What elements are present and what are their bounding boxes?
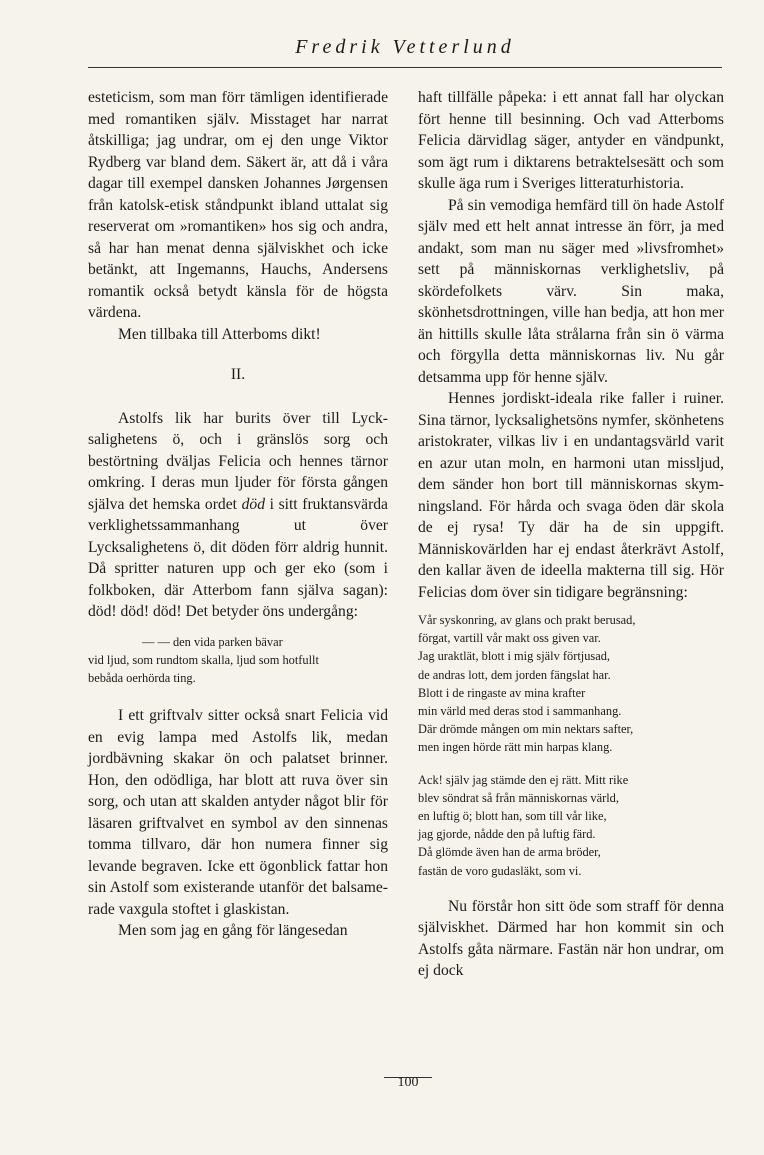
poem-line: Vår syskonring, av glans och prakt berusad,: [418, 613, 636, 627]
poem-line: men ingen hörde rätt min harpas klang.: [418, 740, 613, 755]
paragraph: esteticism, som man förr tämligen identifierade med romantiken själv. Misstaget har narrat åtskilliga; jag undrar, om ej den unge Viktor Rydberg var bland dem. Säkert är, att då i våra dagar till exempel dansken Johannes Jørgensen från katolsk-etisk ståndpunkt ibland uttalat sig reserverat om »romantiken» hos sig och andra, så har han menat denna själviskhet och icke betänkt, att Ingemanns, Hauchs, Andersens romantik också betydt känsla för de högsta värdena.: [88, 89, 388, 321]
poem-line: förgat, vartill vår makt oss given var.: [418, 631, 601, 646]
poem-line: blev söndrat så från människornas värld,: [418, 790, 619, 805]
poem-line: Blott i de ringaste av mina krafter: [418, 685, 586, 700]
poem-line: Då glömde även han de arma bröder,: [418, 845, 601, 860]
poem-line: en luftig ö; blott han, som till vår like,: [418, 809, 607, 824]
poem-line: Ack! själv jag stämde den ej rätt. Mitt rike: [418, 772, 629, 787]
page-number: 100: [397, 1075, 419, 1090]
poem-line: min värld med deras stod i sammanhang.: [418, 704, 622, 719]
poem-line: de andras lott, dem jorden fängslat har.: [418, 667, 611, 682]
poem-line: fastän de voro gudasläkt, som vi.: [418, 863, 582, 878]
paragraph: Nu förstår hon sitt öde som straff för denna själviskhet. Därmed har hon kommit sin och Astolfs gåta närmare. Fastän när hon undrar, om ej dock: [418, 897, 724, 980]
paragraph: Hennes jordiskt-ideala rike faller i ruiner. Sina tärnor, lycksalighetsöns nymfer, skönhetens aristokrater, vilkas liv i en undantagsvärld varit en azur utan moln, en harmoni utan missljud, dem sänder hon bort till människornas skymningsland. För hårda och svaga öden där skola de ej rysa! Ty där ha de sin uppgift. Människovärlden har ej endast återkrävt Astolf, den kallar även de ideella makterna till sig. Hör Felicias dom över sin tidigare begränsning:: [418, 390, 724, 601]
poem-line: Där drömde mången om min nektars safter,: [418, 722, 634, 737]
paragraph: På sin vemodiga hemfärd till ön hade Astolf själv med ett helt annat intresse än förr, ja med andakt, som man nu säger med »livsfromhet» sett på människornas verklighetsliv, på skördefolkets värv. Sin maka, skönhetsdrottningen, ville han bedja, att hon mer än hittills skulle låta strålarna från sin ö värma och förgylla detta människornas liv. Nu går detsamma upp för henne själv.: [418, 196, 724, 386]
paragraph: I ett griftvalv sitter också snart Felicia vid en evig lampa med Astolfs lik, medan jordbävning skakar ön och palatset brinner. Hon, den odödliga, har blott att ruva över sin sorg, och utan att skalden antyder något blir för läsaren griftvalvet en symbol av den sinnenas tomma tillvaro, där hon numera finner sig levande begraven. Icke ett ögonblick fattar hon sin Astolf som existerande utanför det balsamerade vaxgula stoftet i glaskistan.: [88, 707, 388, 918]
section-heading: II.: [230, 366, 246, 383]
paragraph: Men som jag en gång för längesedan: [118, 922, 348, 940]
poem-line: Jag uraktlät, blott i mig själv förtjusad,: [418, 649, 611, 664]
paragraph: haft tillfälle påpeka: i ett annat fall har olyckan fört henne till besinning. Och vad Atterboms Felicia därvidlag säger, antyder en vändpunkt, som ägt rum i diktarens betraktelsesätt och som skulle äga rum i Sveriges litteraturhistoria.: [418, 89, 724, 192]
left-column: [88, 87, 388, 942]
header-rule: [88, 67, 722, 68]
poem-quote: [418, 611, 724, 880]
paragraph: Astolfs lik har burits över till Lycksalighetens ö, och i gränslös sorg och bestörtning dväljas Felicia och hennes tärnor omkring. I deras mun ljuder för första gången själva det hemska ordet död i sitt fruktansvärda verklighetssammanhang ut över Lycksalighetens ö, dit döden förr aldrig hunnit. Då spritter naturen upp och ger eko (som i folkboken, där Atterbom fann själva sagan): död! död! död! Det betyder öns undergång:: [88, 409, 388, 620]
poem-line: — — den vida parken bävar: [142, 634, 283, 649]
poem-line: bebåda oerhörda ting.: [88, 670, 196, 685]
poem-line: jag gjorde, nådde den på luftig färd.: [418, 827, 596, 842]
emphasis: död: [241, 495, 265, 513]
poem-quote: [88, 633, 388, 688]
poem-line: vid ljud, som rundtom skalla, ljud som hotfullt: [88, 652, 319, 667]
paragraph: Men tillbaka till Atterboms dikt!: [118, 325, 321, 343]
running-head: Fredrik Vetterlund: [295, 36, 515, 58]
right-column: [418, 87, 724, 982]
